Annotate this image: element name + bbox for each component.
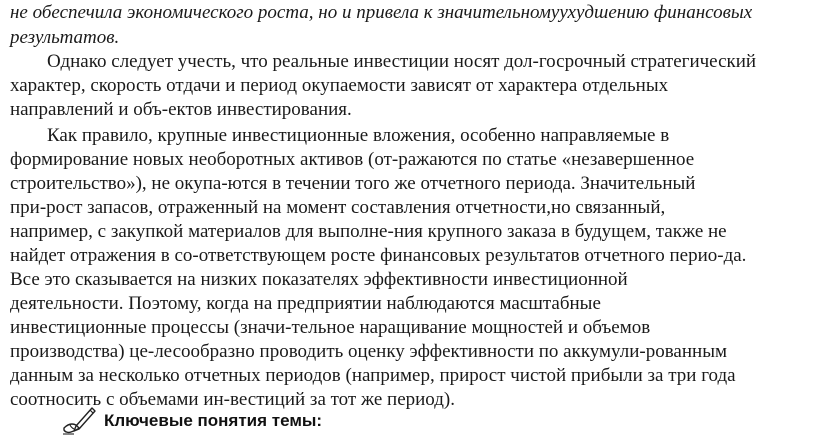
paragraph-2-line-9: инвестиционные процессы (значи-тельное наращивание мощностей и объемов [10,317,651,338]
paragraph-2-line-12: соотносить с объемами ин-вестиций за тот же период). [10,389,456,410]
key-concepts-heading [62,406,322,436]
key-concepts-title: Ключевые понятия темы: [104,411,323,430]
intro-line-2: результатов. [10,27,120,48]
paragraph-2-line-2: формирование новых необоротных активов (от-ражаются по статье «незавершенное [10,149,695,170]
intro-line-1: не обеспечила экономического роста, но и привела к значительномуухудшению финансовых [10,2,753,23]
writing-hand-icon [62,406,96,436]
paragraph-2-line-11: данным за несколько отчетных периодов (например, прирост чистой прибыли за три года [10,365,736,386]
paragraph-2-line-8: деятельности. Поэтому, когда на предприятии наблюдаются масштабные [10,293,601,314]
paragraph-2-line-7: Все это сказывается на низких показателях эффективности инвестиционной [10,269,628,290]
paragraph-1-line-1: Однако следует учесть, что реальные инвестиции носят дол-госрочный стратегический [47,51,757,72]
paragraph-2-line-5: например, с закупкой материалов для выполне-ния крупного заказа в будущем, также не [10,221,727,242]
paragraph-1-line-3: направлений и объ-ектов инвестирования. [10,99,352,120]
paragraph-2-line-6: найдет отражения в со-ответствующем росте финансовых результатов отчетного перио-да. [10,245,747,266]
paragraph-1-line-2: характер, скорость отдачи и период окупаемости зависят от характера отдельных [10,75,669,96]
paragraph-2-line-10: производства) це-лесообразно проводить оценку эффективности по аккумули-рованным [10,341,727,362]
paragraph-2-line-1: Как правило, крупные инвестиционные вложения, особенно направляемые в [47,125,670,146]
paragraph-2-line-3: строительство»), не окупа-ются в течении того же отчетного периода. Значительный [10,173,696,194]
paragraph-2-line-4: при-рост запасов, отраженный на момент составления отчетности,но связанный, [10,197,666,218]
